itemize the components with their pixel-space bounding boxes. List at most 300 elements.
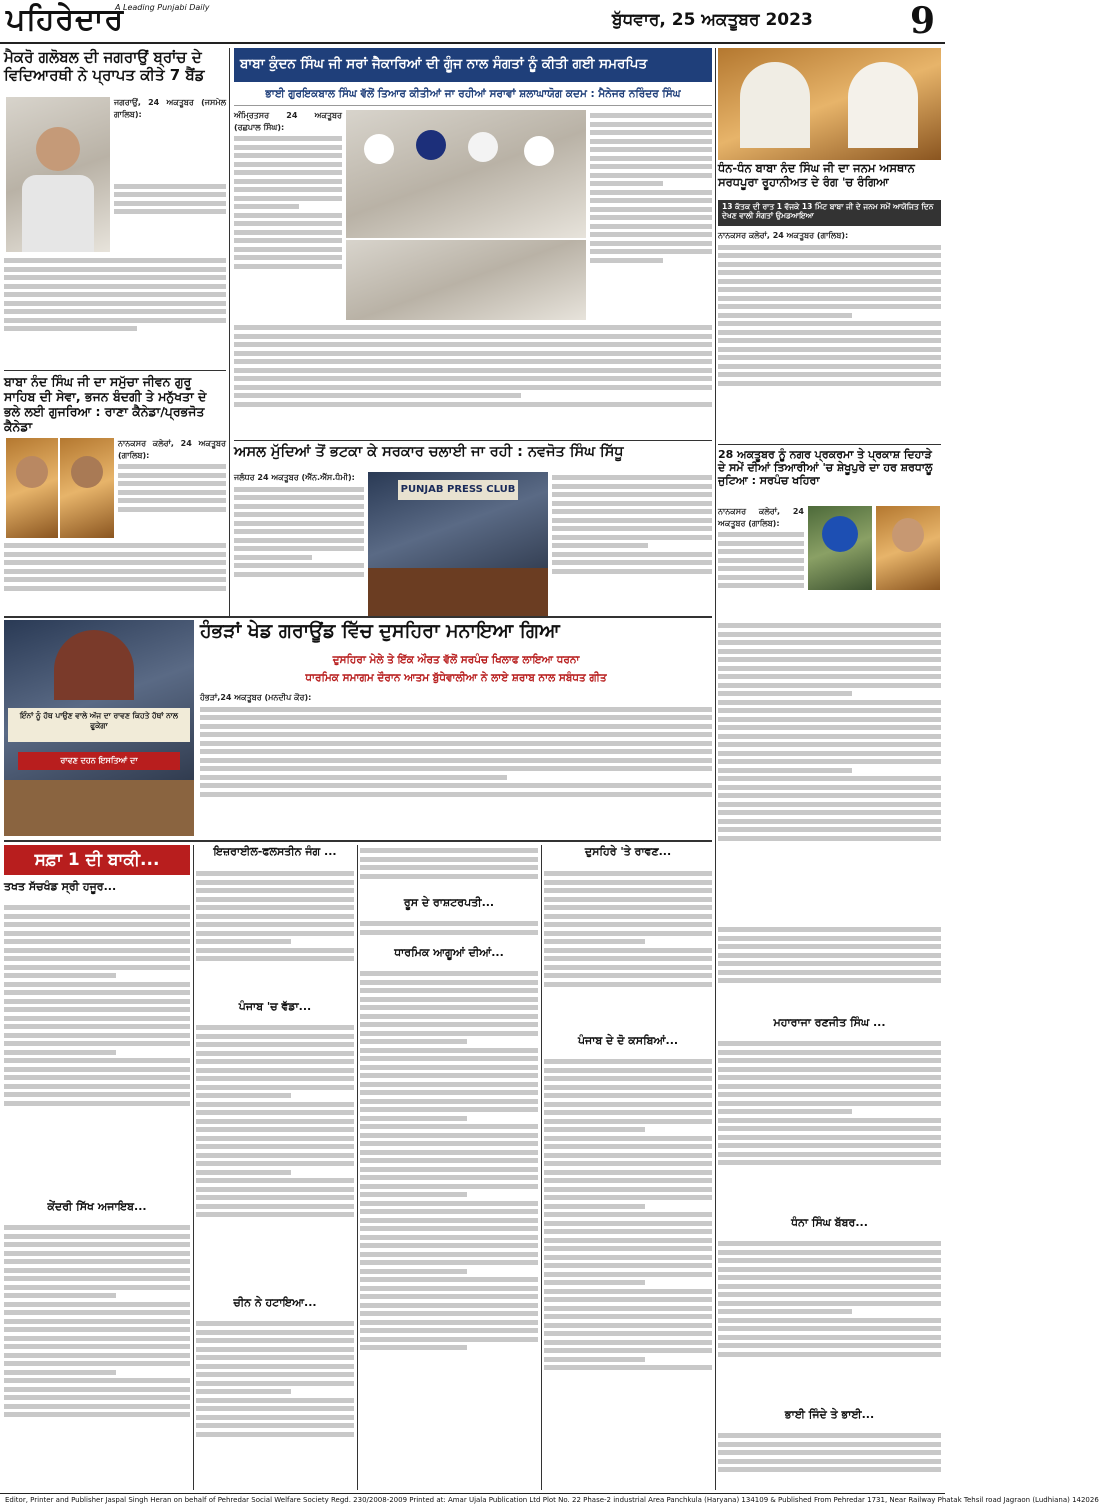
text-line: [544, 956, 712, 961]
text-line: [196, 931, 354, 936]
text-line: [360, 1192, 467, 1197]
text-line: [4, 569, 226, 574]
dussehra-dateline: ਹੰਭੜਾਂ,24 ਅਕਤੂਬਰ (ਮਨਦੀਪ ਕੌਰ):: [200, 693, 312, 702]
text-line: [196, 1110, 354, 1115]
text-line: [196, 905, 354, 910]
text-line: [196, 1398, 354, 1403]
text-line: [360, 1286, 538, 1291]
text-line: [718, 1126, 941, 1131]
text-line: [4, 1016, 190, 1021]
text-line: [718, 575, 804, 580]
text-line: [196, 1170, 291, 1175]
text-line: [234, 368, 712, 373]
text-line: [552, 543, 648, 548]
text-line: [718, 819, 941, 824]
text-line: [196, 1025, 354, 1030]
text-line: [4, 1412, 190, 1417]
text-line: [4, 1075, 190, 1080]
text-line: [196, 1204, 354, 1209]
text-line: [544, 1272, 712, 1277]
text-line: [196, 1389, 291, 1394]
text-line: [118, 507, 226, 512]
text-line: [234, 162, 342, 167]
text-line: [552, 560, 712, 565]
text-line: [196, 1093, 291, 1098]
birth-anniversary-subhead-box: [718, 200, 941, 226]
text-line: [196, 880, 354, 885]
text-line: [200, 749, 712, 754]
crowd: [4, 780, 194, 836]
text-line: [360, 1056, 538, 1061]
text-line: [196, 1347, 354, 1352]
text-line: [360, 1269, 467, 1274]
text-line: [544, 1153, 712, 1158]
text-line: [4, 1024, 190, 1029]
text-line: [360, 997, 538, 1002]
kundan-singh-body-1: [234, 110, 342, 320]
text-line: [234, 555, 312, 560]
text-line: [4, 258, 226, 263]
text-line: [200, 783, 712, 788]
text-line: [360, 1090, 538, 1095]
text-line: [234, 136, 342, 141]
text-line: [360, 1073, 538, 1078]
dussehra-photo: [4, 620, 194, 836]
press-table: [368, 568, 548, 618]
dussehra-subhead-2: ਧਾਰਮਿਕ ਸਮਾਗਮ ਦੌਰਾਨ ਆਤਮ ਬੁੱਧੇਵਾਲੀਆ ਨੇ ਲਾਏ ਸ਼ਰਾਬ ਨਾਲ ਸਬੰਧਤ ਗੀਤ: [305, 672, 607, 684]
nagar-kirtan-headline: 28 ਅਕਤੂਬਰ ਨੂੰ ਨਗਰ ਪ੍ਰਕਰਮਾ ਤੇ ਪ੍ਰਕਾਸ਼ ਦਿਹਾੜੇ ਦੇ ਸਮੇਂ ਦੀਆਂ ਤਿਆਰੀਆਂ 'ਚ ਸ਼ੇਖੂਪੁਰੇ ਦਾ ਹਰ ਸ਼ਰਧਾਲੂ ਜੁਟਿਆ : ਸਰਪੰਚ ਖਹਿਰਾ: [718, 448, 933, 488]
continued-item-box: [718, 1408, 941, 1428]
text-line: [234, 213, 342, 218]
continued-item-body: [360, 918, 538, 944]
text-line: [360, 1158, 538, 1163]
divider: [234, 440, 712, 441]
text-line: [196, 1051, 354, 1056]
text-line: [4, 309, 226, 314]
continued-item-box: [360, 896, 538, 916]
text-line: [544, 880, 712, 885]
text-line: [360, 1209, 538, 1214]
text-line: [360, 1141, 538, 1146]
text-line: [544, 1357, 645, 1362]
baba-nand-singh-portrait: [718, 48, 941, 160]
student-face: [36, 127, 80, 171]
text-line: [200, 724, 712, 729]
text-line: [118, 498, 226, 503]
text-line: [196, 1034, 354, 1039]
text-line: [4, 1041, 190, 1046]
text-line: [196, 871, 354, 876]
text-line: [4, 1067, 190, 1072]
text-line: [718, 768, 852, 773]
text-line: [114, 209, 226, 214]
continued-item-box: [4, 1200, 190, 1220]
press-club-photo: [368, 472, 548, 618]
text-line: [544, 914, 712, 919]
text-line: [718, 953, 941, 958]
continued-item-heading: ਇਜ਼ਰਾਈਲ-ਫਲਸਤੀਨ ਜੰਗ ...: [213, 845, 337, 858]
text-line: [544, 1365, 712, 1370]
continued-item-body: [718, 1238, 941, 1406]
text-line: [544, 1178, 712, 1183]
text-line: [234, 334, 712, 339]
text-line: [4, 1344, 190, 1349]
text-line: [360, 1277, 538, 1282]
text-line: [234, 546, 364, 551]
text-line: [718, 541, 804, 546]
text-line: [718, 1459, 941, 1464]
text-line: [544, 1093, 712, 1098]
text-line: [196, 1102, 354, 1107]
continued-item-body: [544, 1056, 712, 1490]
text-line: [118, 481, 226, 486]
text-line: [200, 715, 712, 720]
text-line: [4, 922, 190, 927]
text-line: [544, 1348, 712, 1353]
continued-item-box: [360, 946, 538, 966]
text-line: [196, 1144, 354, 1149]
text-line: [234, 170, 342, 175]
text-line: [718, 810, 941, 815]
text-line: [4, 1268, 190, 1273]
text-line: [590, 156, 712, 161]
text-line: [718, 287, 941, 292]
column-separator: [357, 845, 358, 1490]
text-line: [196, 897, 354, 902]
kundan-singh-dateline: ਅੰਮ੍ਰਿਤਸਰ 24 ਅਕਤੂਬਰ (ਰਛਪਾਲ ਸਿੰਘ):: [234, 111, 342, 132]
text-line: [360, 1124, 538, 1129]
issue-date: ਬੁੱਧਵਾਰ, 25 ਅਕਤੂਬਰ 2023: [612, 10, 813, 30]
text-line: [4, 1276, 190, 1281]
text-line: [552, 509, 712, 514]
student-body: [22, 175, 94, 252]
text-line: [544, 1102, 712, 1107]
text-line: [718, 330, 941, 335]
continued-item-heading: ਤਖਤ ਸੱਚਖੰਡ ਸ੍ਰੀ ਹਜੂਰ...: [4, 880, 117, 893]
text-line: [544, 1280, 645, 1285]
continued-item-body: [4, 1222, 190, 1490]
text-line: [590, 147, 712, 152]
text-line: [360, 865, 538, 870]
continued-item-body: [544, 868, 712, 1032]
dussehra-body: [200, 692, 712, 836]
text-line: [718, 1041, 941, 1046]
continued-item-heading: ਮਹਾਰਾਜਾ ਰਣਜੀਤ ਸਿੰਘ ...: [773, 1016, 886, 1029]
continued-item-body: [360, 845, 538, 893]
dussehra-subhead-2-box: [200, 672, 712, 690]
text-line: [360, 1039, 467, 1044]
birth-anniversary-headline: ਧੰਨ-ਧੰਨ ਬਾਬਾ ਨੰਦ ਸਿੰਘ ਜੀ ਦਾ ਜਨਮ ਅਸਥਾਨ ਸਰਧਪੂਰਾ ਰੂਹਾਨੀਅਤ ਦੇ ਰੰਗ 'ਚ ਰੰਗਿਆ: [718, 161, 915, 189]
column-separator: [229, 48, 230, 616]
text-line: [360, 1048, 538, 1053]
text-line: [360, 1311, 538, 1316]
text-line: [360, 857, 538, 862]
baba-life-body: [118, 438, 226, 538]
continued-item-box: [196, 1296, 354, 1316]
text-line: [590, 207, 712, 212]
woman-photo: [876, 506, 940, 590]
text-line: [196, 956, 354, 961]
text-line: [718, 759, 941, 764]
text-line: [544, 1085, 712, 1090]
imprint-footer: Editor, Printer and Publisher Jaspal Singh Heran on behalf of Pehredar Social Welfare Society Regd. 230/2008-2009 Printed at: Amar Ujala Publication Ltd Plot No. 22 Phase-2 industrial Area Panchkula (Haryana) 134109 & Published From Pehredar 1731, Near Railway Phatak Tehsil road Jagraon (Ludhiana) 142026: [0, 1493, 945, 1507]
text-line: [360, 1320, 538, 1325]
column-separator: [541, 845, 542, 1490]
text-line: [718, 364, 941, 369]
text-line: [544, 871, 712, 876]
text-line: [718, 649, 941, 654]
text-line: [360, 1099, 538, 1104]
text-line: [544, 1246, 712, 1251]
dussehra-photo-banner: ਰਾਵਣ ਦਹਨ ਇਸਤਿਆਂ ਦਾ: [18, 752, 180, 770]
text-line: [718, 1467, 941, 1472]
continued-item-box: [4, 880, 190, 900]
text-line: [360, 921, 538, 926]
text-line: [4, 939, 190, 944]
text-line: [718, 725, 941, 730]
text-line: [4, 1327, 190, 1332]
text-line: [544, 1229, 712, 1234]
text-line: [360, 1294, 538, 1299]
text-line: [4, 543, 226, 548]
text-line: [4, 1234, 190, 1239]
text-line: [196, 1119, 354, 1124]
text-line: [360, 1031, 538, 1036]
text-line: [4, 1353, 190, 1358]
text-line: [4, 284, 226, 289]
divider: [4, 616, 712, 618]
continued-item-body: [718, 924, 941, 1014]
continued-item-heading: ਧੰਨਾ ਸਿੰਘ ਬੱਬਰ...: [791, 1216, 868, 1229]
text-line: [718, 1075, 941, 1080]
text-line: [196, 888, 354, 893]
text-line: [234, 359, 712, 364]
text-line: [718, 1309, 852, 1314]
ravan-effigy: [54, 630, 134, 700]
text-line: [4, 1395, 190, 1400]
divider: [718, 444, 941, 445]
text-line: [718, 566, 804, 571]
text-line: [544, 1119, 712, 1124]
text-line: [544, 1187, 712, 1192]
text-line: [4, 1084, 190, 1089]
text-line: [196, 1415, 354, 1420]
text-line: [718, 313, 852, 318]
text-line: [544, 1289, 712, 1294]
text-line: [360, 1303, 538, 1308]
text-line: [590, 241, 712, 246]
text-line: [4, 1361, 190, 1366]
turban-figure: [416, 130, 446, 160]
text-line: [718, 1275, 941, 1280]
text-line: [718, 338, 941, 343]
text-line: [544, 1221, 712, 1226]
text-line: [590, 190, 712, 195]
text-line: [196, 1085, 354, 1090]
text-line: [4, 999, 190, 1004]
text-line: [4, 965, 190, 970]
text-line: [196, 1330, 354, 1335]
kundan-singh-subhead-box: [234, 84, 712, 106]
continued-item-body: [196, 1022, 354, 1294]
text-line: [360, 1116, 467, 1121]
text-line: [234, 255, 342, 260]
kundan-singh-headline-box: [234, 48, 712, 82]
text-line: [196, 1161, 354, 1166]
text-line: [118, 464, 226, 469]
continued-item-box: [196, 845, 354, 865]
dussehra-headline-box: [200, 620, 712, 652]
masthead: [0, 0, 945, 44]
nagar-kirtan-body: [718, 506, 804, 618]
text-line: [544, 1306, 712, 1311]
text-line: [118, 473, 226, 478]
text-line: [196, 1153, 354, 1158]
text-line: [718, 245, 941, 250]
prabhjot-face: [71, 456, 103, 488]
text-line: [718, 1433, 941, 1438]
text-line: [4, 1370, 116, 1375]
text-line: [4, 1310, 190, 1315]
meritorious-headline: ਮੈਕਰੋ ਗਲੋਬਲ ਦੀ ਜਗਰਾਉਂ ਬ੍ਰਾਂਚ ਦੇ ਵਿਦਿਆਰਥੀ ਨੇ ਪ੍ਰਾਪਤ ਕੀਤੇ 7 ਬੈਂਡ: [4, 48, 205, 84]
text-line: [544, 1340, 712, 1345]
text-line: [590, 224, 712, 229]
text-line: [718, 742, 941, 747]
text-line: [544, 1314, 712, 1319]
text-line: [718, 683, 941, 688]
text-line: [4, 1101, 190, 1106]
text-line: [718, 270, 941, 275]
text-line: [718, 253, 941, 258]
continued-item-body: [360, 968, 538, 1490]
page-number: 9: [909, 0, 935, 42]
text-line: [718, 666, 941, 671]
text-line: [718, 1284, 941, 1289]
text-line: [718, 1109, 852, 1114]
text-line: [196, 1212, 354, 1217]
baba-life-dateline: ਨਾਨਕਸਰ ਕਲੇਰਾਂ, 24 ਅਕਤੂਬਰ (ਗਾਲਿਬ):: [118, 439, 226, 460]
continued-item-heading: ਦੁਸਹਿਰੇ 'ਤੇ ਰਾਵਣ...: [584, 845, 672, 858]
text-line: [552, 535, 712, 540]
text-line: [552, 518, 712, 523]
text-line: [718, 279, 941, 284]
continued-banner: ਸਫ਼ਾ 1 ਦੀ ਬਾਕੀ...: [4, 845, 190, 875]
text-line: [196, 948, 354, 953]
text-line: [360, 1082, 538, 1087]
text-line: [4, 982, 190, 987]
text-line: [718, 708, 941, 713]
text-line: [718, 1250, 941, 1255]
text-line: [4, 267, 226, 272]
text-line: [200, 766, 712, 771]
text-line: [590, 181, 663, 186]
text-line: [718, 1450, 941, 1455]
text-line: [544, 973, 712, 978]
text-line: [196, 1355, 354, 1360]
text-line: [360, 1328, 538, 1333]
text-line: [196, 1076, 354, 1081]
newspaper-name: ਪਹਿਰੇਦਾਰ: [6, 2, 125, 37]
text-line: [718, 836, 941, 841]
text-line: [718, 944, 941, 949]
text-line: [718, 793, 941, 798]
text-line: [718, 623, 941, 628]
turban-figure: [524, 136, 554, 166]
baba-life-body-cont: [4, 540, 226, 612]
text-line: [4, 931, 190, 936]
text-line: [360, 1014, 538, 1019]
text-line: [4, 990, 190, 995]
birth-anniversary-subhead: 13 ਕੱਤਕ ਦੀ ਰਾਤ 1 ਵੱਜਕੇ 13 ਮਿੰਟ ਬਾਬਾ ਜੀ ਦੇ ਜਨਮ ਸਮੇਂ ਆਯੋਜਿਤ ਦਿਨ ਦੇਖਣ ਵਾਲੀ ਸੰਗਤਾਂ ਉਮਡਆਇਆ: [722, 202, 934, 220]
text-line: [590, 198, 712, 203]
text-line: [718, 961, 941, 966]
text-line: [4, 914, 190, 919]
text-line: [4, 1058, 190, 1063]
text-line: [544, 1297, 712, 1302]
text-line: [718, 296, 941, 301]
text-line: [234, 495, 364, 500]
text-line: [718, 751, 941, 756]
text-line: [544, 1331, 712, 1336]
text-line: [4, 1033, 190, 1038]
dussehra-headline: ਹੰਭੜਾਂ ਖੇਡ ਗਰਾਊਂਡ ਵਿੱਚ ਦੁਸਹਿਰਾ ਮਨਾਇਆ ਗਿਆ: [200, 620, 560, 642]
text-line: [4, 1050, 116, 1055]
text-line: [718, 262, 941, 267]
text-line: [360, 1337, 538, 1342]
text-line: [718, 1143, 941, 1148]
turban-figure: [364, 134, 394, 164]
text-line: [234, 402, 712, 407]
portrait-figure-1: [740, 62, 810, 148]
text-line: [234, 187, 342, 192]
text-line: [360, 1345, 467, 1350]
text-line: [200, 741, 712, 746]
text-line: [234, 529, 364, 534]
text-line: [234, 204, 299, 209]
text-line: [718, 1318, 941, 1323]
text-line: [718, 657, 941, 662]
text-line: [718, 776, 941, 781]
sidhu-headline-box: [234, 444, 712, 468]
text-line: [196, 1406, 354, 1411]
text-line: [200, 775, 507, 780]
text-line: [360, 1184, 538, 1189]
text-line: [718, 936, 941, 941]
text-line: [718, 355, 941, 360]
text-line: [234, 342, 712, 347]
text-line: [196, 1178, 354, 1183]
birth-anniversary-body: [718, 230, 941, 442]
kundan-singh-photo-1: [346, 110, 586, 238]
text-line: [4, 1251, 190, 1256]
text-line: [196, 1432, 354, 1437]
text-line: [718, 1301, 941, 1306]
text-line: [200, 732, 712, 737]
continued-item-body: [718, 1038, 941, 1214]
text-line: [4, 1225, 190, 1230]
kundan-singh-body-2: [590, 110, 712, 320]
text-line: [360, 848, 538, 853]
text-line: [544, 1144, 712, 1149]
dussehra-photo-text: ਇੰਨਾਂ ਨੂੰ ਹੱਥ ਪਾਉਣ ਵਾਲੇ ਅੱਜ ਦਾ ਰਾਵਣ ਕਿਹਤੇ ਹੱਥਾਂ ਨਾਲ ਫੂਕੇਗਾ: [8, 708, 190, 742]
text-line: [718, 640, 941, 645]
meritorious-body-cont: [4, 255, 226, 367]
text-line: [196, 1042, 354, 1047]
text-line: [360, 1005, 538, 1010]
text-line: [4, 973, 116, 978]
text-line: [544, 922, 712, 927]
text-line: [234, 238, 342, 243]
